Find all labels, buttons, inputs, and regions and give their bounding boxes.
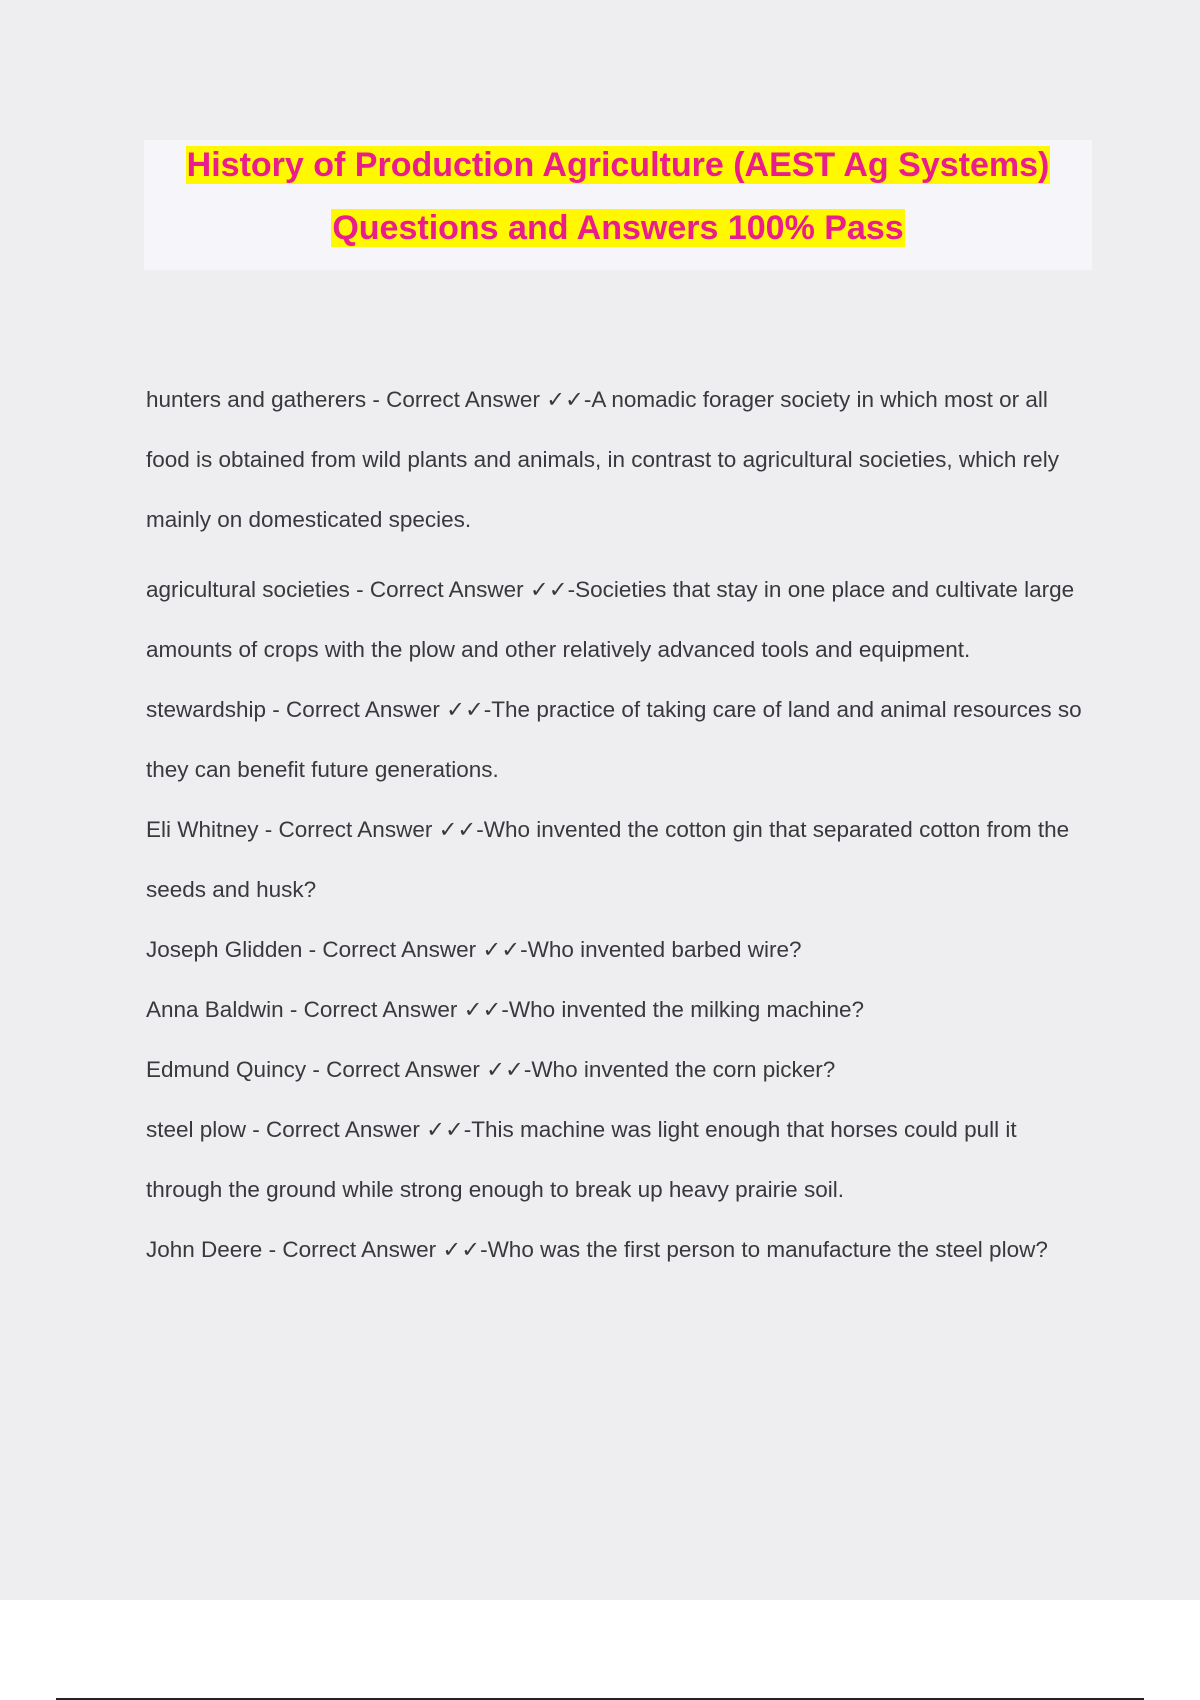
- qa-item: John Deere - Correct Answer ✓✓-Who was the first person to manufacture the steel plow?: [146, 1237, 1048, 1262]
- qa-item: stewardship - Correct Answer ✓✓-The practice of taking care of land and animal resources so they can benefit future generations.: [146, 697, 1082, 782]
- qa-item: agricultural societies - Correct Answer ✓✓-Societies that stay in one place and cultivate large amounts of crops with the plow and other relatively advanced tools and equipment.: [146, 577, 1075, 662]
- title-text-2: Questions and Answers 100% Pass: [332, 209, 904, 247]
- title-line-2: [144, 206, 1092, 250]
- qa-item: steel plow - Correct Answer ✓✓-This machine was light enough that horses could pull it through the ground while strong enough to break up heavy prairie soil.: [146, 1117, 1017, 1202]
- qa-item: hunters and gatherers - Correct Answer ✓✓-A nomadic forager society in which most or all food is obtained from wild plants and animals, in contrast to agricultural societies, which rely mainly on domesticated species.: [146, 387, 1059, 532]
- qa-item: Edmund Quincy - Correct Answer ✓✓-Who invented the corn picker?: [146, 1057, 836, 1082]
- qa-item: Eli Whitney - Correct Answer ✓✓-Who invented the cotton gin that separated cotton from the seeds and husk?: [146, 817, 1070, 902]
- qa-list: [146, 370, 1096, 1280]
- title-line-1: [144, 143, 1092, 187]
- title-block: [144, 140, 1092, 270]
- qa-item: Anna Baldwin - Correct Answer ✓✓-Who invented the milking machine?: [146, 997, 865, 1022]
- title-text-1: History of Production Agriculture (AEST Ag Systems): [186, 146, 1050, 184]
- qa-item: Joseph Glidden - Correct Answer ✓✓-Who invented barbed wire?: [146, 937, 802, 962]
